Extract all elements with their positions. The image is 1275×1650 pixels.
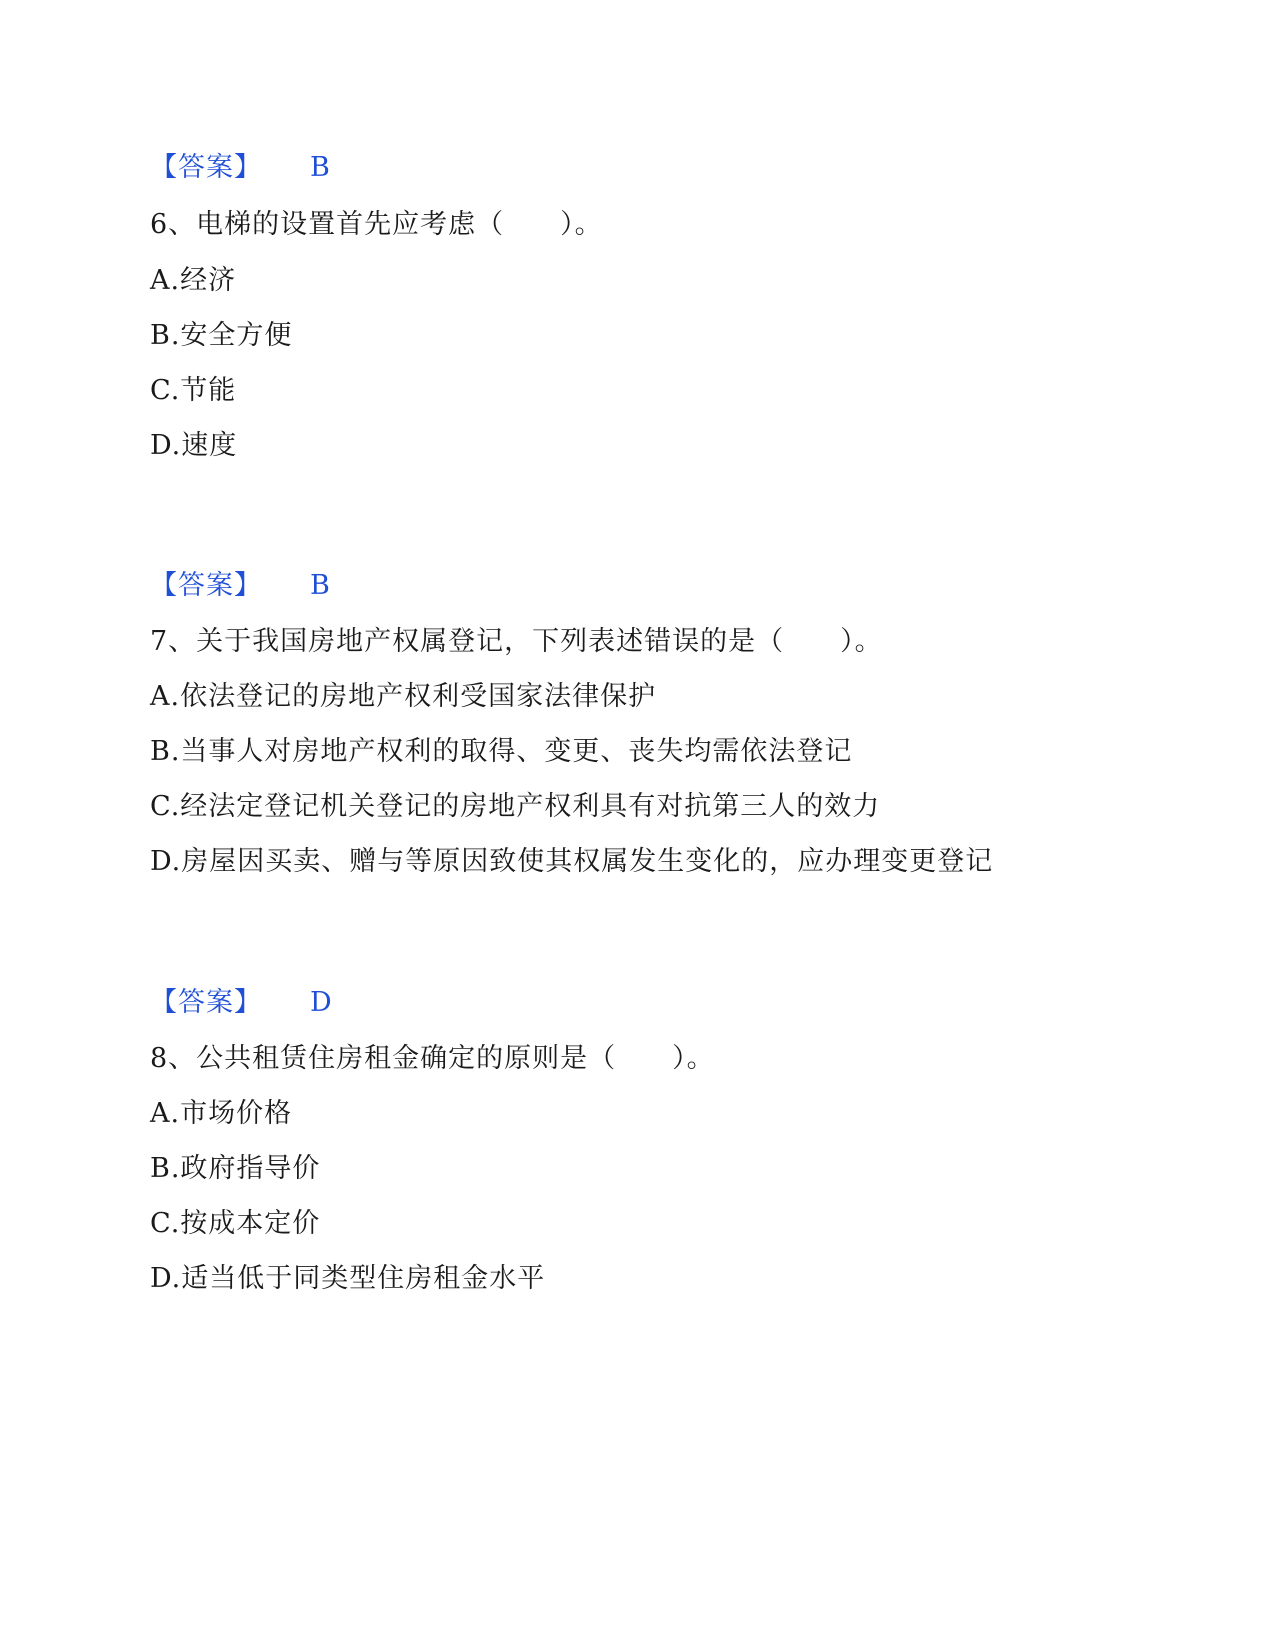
answer-line [150, 150, 331, 186]
answer-value: B [310, 152, 331, 183]
question-8-text: 8、公共租赁住房租金确定的原则是（ ）。 [150, 1043, 715, 1074]
question-6-option-a: A.经济 [150, 265, 237, 296]
question-6-text: 6、电梯的设置首先应考虑（ ）。 [150, 209, 603, 240]
question-7-option-b: B.当事人对房地产权利的取得、变更、丧失均需依法登记 [150, 736, 853, 767]
question-8-option-a: A.市场价格 [150, 1098, 293, 1129]
answer-value: D [310, 987, 333, 1018]
question-6-option-d: D.速度 [150, 430, 238, 461]
question-8-option-c: C.按成本定价 [150, 1208, 321, 1239]
answer-label: 【答案】 [150, 570, 262, 601]
question-8-option-d: D.适当低于同类型住房租金水平 [150, 1263, 546, 1294]
question-6-option-c: C.节能 [150, 375, 237, 406]
answer-label: 【答案】 [150, 152, 262, 183]
question-6-option-b: B.安全方便 [150, 320, 293, 351]
question-7-option-c: C.经法定登记机关登记的房地产权利具有对抗第三人的效力 [150, 791, 881, 822]
answer-line [150, 568, 331, 604]
question-7-option-d: D.房屋因买卖、赠与等原因致使其权属发生变化的，应办理变更登记 [150, 846, 994, 877]
question-8-option-b: B.政府指导价 [150, 1153, 321, 1184]
answer-value: B [310, 570, 331, 601]
question-7-option-a: A.依法登记的房地产权利受国家法律保护 [150, 681, 657, 712]
answer-line [150, 985, 333, 1021]
answer-label: 【答案】 [150, 987, 262, 1018]
question-7-text: 7、关于我国房地产权属登记，下列表述错误的是（ ）。 [150, 626, 883, 657]
